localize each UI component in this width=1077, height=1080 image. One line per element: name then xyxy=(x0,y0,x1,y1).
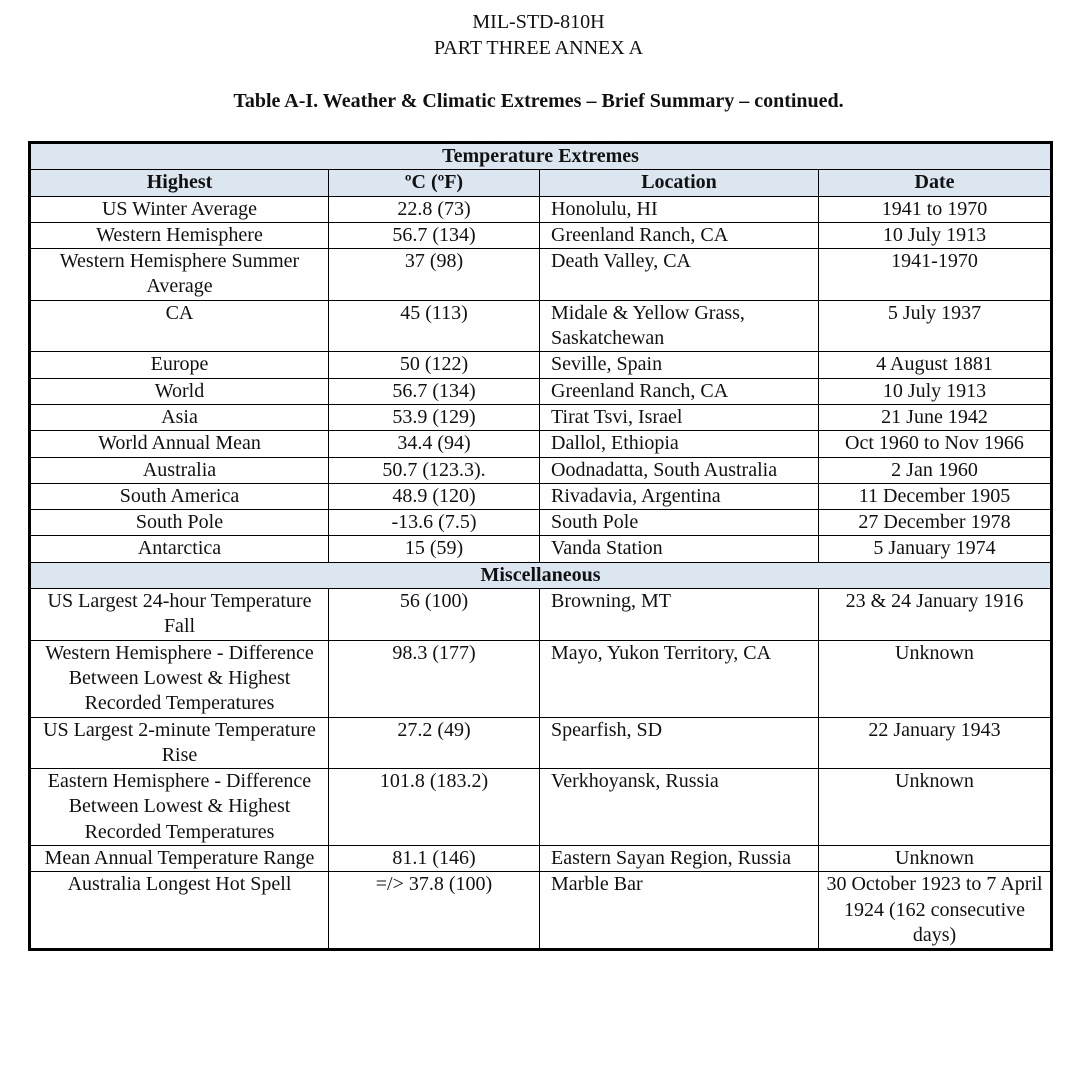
section-title-temperature-extremes: Temperature Extremes xyxy=(30,143,1052,170)
cell-category: Western Hemisphere Summer Average xyxy=(30,249,329,301)
cell-temperature: 56.7 (134) xyxy=(329,222,540,248)
cell-date: 21 June 1942 xyxy=(819,404,1052,430)
cell-location: Verkhoyansk, Russia xyxy=(540,769,819,846)
cell-temperature: 22.8 (73) xyxy=(329,196,540,222)
table-row xyxy=(30,769,1052,846)
cell-date: 27 December 1978 xyxy=(819,510,1052,536)
cell-location: South Pole xyxy=(540,510,819,536)
table-row xyxy=(30,846,1052,872)
document-part: PART THREE ANNEX A xyxy=(433,37,644,59)
cell-location: Marble Bar xyxy=(540,872,819,950)
table-row xyxy=(30,196,1052,222)
section-header-row xyxy=(30,143,1052,170)
cell-temperature: 81.1 (146) xyxy=(329,846,540,872)
cell-category: Asia xyxy=(30,404,329,430)
cell-temperature: 56 (100) xyxy=(329,589,540,641)
cell-temperature: 50.7 (123.3). xyxy=(329,457,540,483)
cell-date: 22 January 1943 xyxy=(819,717,1052,769)
cell-category: Australia xyxy=(30,457,329,483)
column-header-highest: Highest xyxy=(30,170,329,196)
cell-temperature: 37 (98) xyxy=(329,249,540,301)
cell-location: Greenland Ranch, CA xyxy=(540,378,819,404)
column-header-date: Date xyxy=(819,170,1052,196)
cell-date: 1941-1970 xyxy=(819,249,1052,301)
cell-location: Oodnadatta, South Australia xyxy=(540,457,819,483)
cell-category: World xyxy=(30,378,329,404)
cell-location: Mayo, Yukon Territory, CA xyxy=(540,640,819,717)
cell-category: Mean Annual Temperature Range xyxy=(30,846,329,872)
column-header-location: Location xyxy=(540,170,819,196)
document-id: MIL-STD-810H xyxy=(472,11,605,33)
table-row xyxy=(30,222,1052,248)
cell-date: 5 January 1974 xyxy=(819,536,1052,562)
cell-temperature: 15 (59) xyxy=(329,536,540,562)
cell-category: US Largest 24-hour Temperature Fall xyxy=(30,589,329,641)
cell-date: 5 July 1937 xyxy=(819,300,1052,352)
cell-location: Seville, Spain xyxy=(540,352,819,378)
section-header-row xyxy=(30,562,1052,588)
cell-date: 1941 to 1970 xyxy=(819,196,1052,222)
table-row xyxy=(30,352,1052,378)
table-row xyxy=(30,249,1052,301)
section-title-miscellaneous: Miscellaneous xyxy=(30,562,1052,588)
table-row xyxy=(30,640,1052,717)
cell-date: 2 Jan 1960 xyxy=(819,457,1052,483)
cell-temperature: 56.7 (134) xyxy=(329,378,540,404)
cell-location: Vanda Station xyxy=(540,536,819,562)
cell-location: Spearfish, SD xyxy=(540,717,819,769)
cell-category: South America xyxy=(30,483,329,509)
table-row xyxy=(30,536,1052,562)
cell-date: Oct 1960 to Nov 1966 xyxy=(819,431,1052,457)
table-row xyxy=(30,717,1052,769)
cell-date: Unknown xyxy=(819,846,1052,872)
cell-category: South Pole xyxy=(30,510,329,536)
cell-category: Western Hemisphere - Difference Between Lowest & Highest Recorded Temperatures xyxy=(30,640,329,717)
cell-date: 23 & 24 January 1916 xyxy=(819,589,1052,641)
cell-temperature: 34.4 (94) xyxy=(329,431,540,457)
cell-temperature: 27.2 (49) xyxy=(329,717,540,769)
cell-category: US Largest 2-minute Temperature Rise xyxy=(30,717,329,769)
cell-temperature: 48.9 (120) xyxy=(329,483,540,509)
climatic-extremes-table xyxy=(28,141,1053,951)
table-caption: Table A-I. Weather & Climatic Extremes – Brief Summary – continued. xyxy=(233,90,844,112)
cell-category: Europe xyxy=(30,352,329,378)
table-row xyxy=(30,378,1052,404)
cell-date: 4 August 1881 xyxy=(819,352,1052,378)
cell-location: Dallol, Ethiopia xyxy=(540,431,819,457)
cell-category: Western Hemisphere xyxy=(30,222,329,248)
cell-temperature: 45 (113) xyxy=(329,300,540,352)
cell-category: Antarctica xyxy=(30,536,329,562)
cell-location: Greenland Ranch, CA xyxy=(540,222,819,248)
cell-location: Eastern Sayan Region, Russia xyxy=(540,846,819,872)
cell-date: 30 October 1923 to 7 April 1924 (162 consecutive days) xyxy=(819,872,1052,950)
cell-location: Honolulu, HI xyxy=(540,196,819,222)
table-row xyxy=(30,510,1052,536)
cell-location: Midale & Yellow Grass, Saskatchewan xyxy=(540,300,819,352)
cell-temperature: 50 (122) xyxy=(329,352,540,378)
table-row xyxy=(30,589,1052,641)
cell-category: World Annual Mean xyxy=(30,431,329,457)
table-row xyxy=(30,431,1052,457)
cell-date: Unknown xyxy=(819,640,1052,717)
cell-category: Australia Longest Hot Spell xyxy=(30,872,329,950)
cell-date: Unknown xyxy=(819,769,1052,846)
cell-location: Rivadavia, Argentina xyxy=(540,483,819,509)
column-header-temperature: ºC (ºF) xyxy=(329,170,540,196)
cell-temperature: -13.6 (7.5) xyxy=(329,510,540,536)
table-row xyxy=(30,872,1052,950)
table-row xyxy=(30,483,1052,509)
column-header-row xyxy=(30,170,1052,196)
cell-date: 11 December 1905 xyxy=(819,483,1052,509)
cell-temperature: =/> 37.8 (100) xyxy=(329,872,540,950)
cell-temperature: 53.9 (129) xyxy=(329,404,540,430)
cell-category: US Winter Average xyxy=(30,196,329,222)
table-row xyxy=(30,300,1052,352)
cell-category: Eastern Hemisphere - Difference Between Lowest & Highest Recorded Temperatures xyxy=(30,769,329,846)
cell-location: Tirat Tsvi, Israel xyxy=(540,404,819,430)
cell-temperature: 98.3 (177) xyxy=(329,640,540,717)
table-row xyxy=(30,404,1052,430)
cell-category: CA xyxy=(30,300,329,352)
cell-location: Browning, MT xyxy=(540,589,819,641)
cell-temperature: 101.8 (183.2) xyxy=(329,769,540,846)
cell-date: 10 July 1913 xyxy=(819,378,1052,404)
cell-location: Death Valley, CA xyxy=(540,249,819,301)
cell-date: 10 July 1913 xyxy=(819,222,1052,248)
table-row xyxy=(30,457,1052,483)
